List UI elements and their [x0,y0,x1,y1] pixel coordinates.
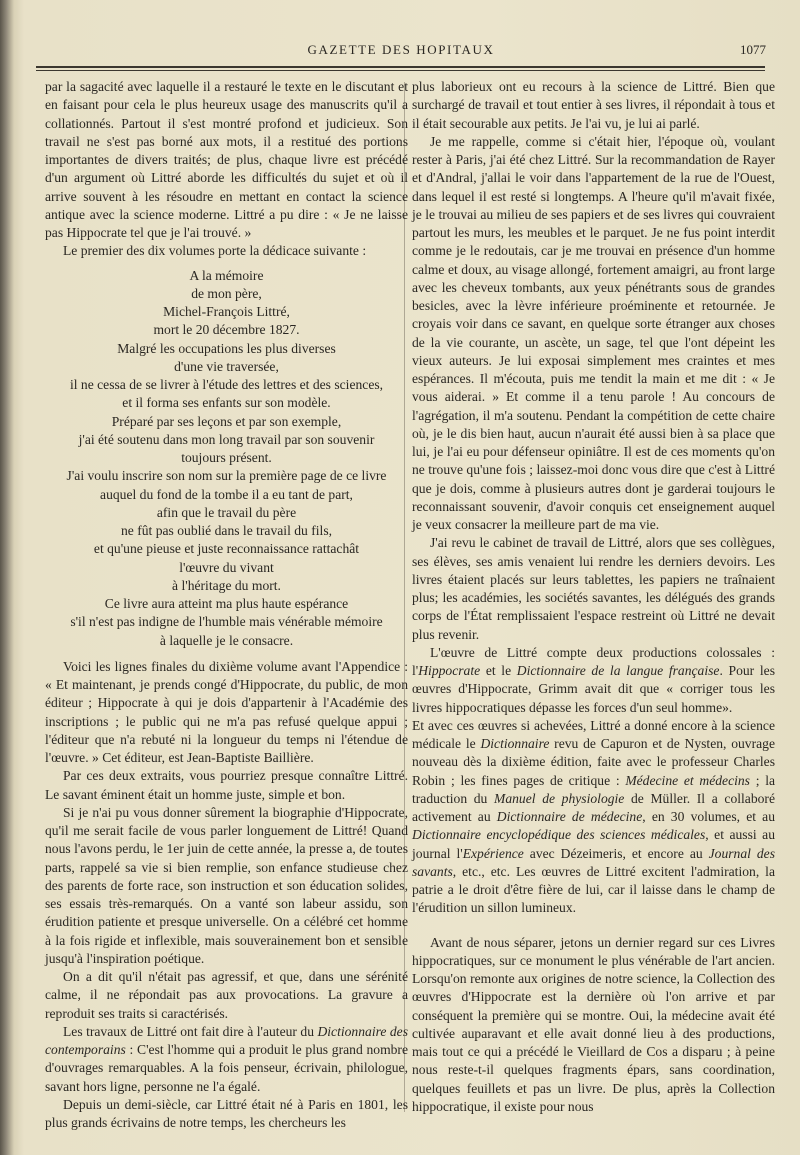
italic-title: Dictionnaire des contemporains [45,1023,408,1057]
dedication-line: mort le 20 décembre 1827. [153,322,300,338]
paragraph: par la sagacité avec laquelle il a restauré le texte en le discutant et en faisant pour cela le plus heureux usage des manuscrits qu'il a collationnés. Partout il s'est montré profond et judicieux. Son travail ne s'est pas borné aux mots, il a restitué des portions importantes de divers traités; de plus, chaque livre est précédé d'un argument où Littré aborde les difficultés du sujet et où il arrive souvent à les résoudre en mettant en contact la science antique avec la science moderne. Littré a pu dire : « Je ne laisse pas Hippocrate tel que je l'ai trouvé. » [45,79,408,240]
paragraph: On a dit qu'il n'était pas agressif, et que, dans une sérénité calme, il ne répondait pas aux provocations. La gravure a reproduit ses traits si caractérisés. [45,969,408,1021]
italic-title: Hippocrate [418,663,481,678]
dedication-line: afin que le travail du père [156,504,297,520]
text-run: : C'est l'homme qui a produit le plus grand nombre d'ouvrages remarquables. A la fois penseur, écrivain, philologue, savant hors ligne, personne ne l'a égalé. [45,1042,408,1094]
text-run: Et avec ces œuvres si achevées, Littré a donné encore à la science médicale le [412,717,775,751]
dedication-line: et il forma ses enfants sur son modèle. [122,395,331,411]
italic-title: Dictionnaire [480,736,550,751]
page-header [36,42,766,62]
dedication-line: Michel-François Littré, [163,304,290,319]
text-run: et le [480,663,517,678]
paragraph: Par ces deux extraits, vous pourriez presque connaître Littré. Le savant éminent était un homme juste, simple et bon. [45,768,408,802]
paragraph: Depuis un demi-siècle, car Littré était né à Paris en 1801, les plus grands écrivains de notre temps, les chercheurs les [45,1096,408,1130]
italic-title: Dictionnaire encyclopédique des sciences médicales [412,827,706,843]
paragraph: Le premier des dix volumes porte la dédicace suivante : [63,243,367,259]
dedication-line: à laquelle je le consacre. [159,632,294,648]
italic-title: Journal des savants [412,845,775,879]
italic-title: Manuel de physiologie [494,790,625,806]
paragraph: Si je n'ai pu vous donner sûrement la biographie d'Hippocrate, qu'il me serait facile de vous parler longuement de Littré! Quand nous l'avons perdu, le 1er juin de cette année, la presse a, de toutes parts, rappelé sa vie si bien remplie, son enfance studieuse chez des parents de forte race, son instruction et son éducation solides, ses essais très-remarqués. On a vanté son labeur assidu, son érudition patiente et presque universelle. On a célébré cet homme à la fois rigide et inflexible, mais souverainement bon et sensible jusqu'à l'inspiration poétique. [45,804,408,966]
paragraph: Je me rappelle, comme si c'était hier, l'époque où, voulant rester à Paris, j'ai été chez Littré. Sur la recommandation de Rayer et d'Andral, j'allai le voir dans l'appartement de la rue de l'Ouest, dans lequel il est resté si longtemps. A l'heure qu'il m'avait fixée, je le trouvai au milieu de ses papiers et de ses livres qui couvraient partout les murs, les meubles et le parquet. Je ne fus point interdit comme je le redoutais, car je me trouvai en présence d'un homme calme et doux, au visage allongé, fortement amaigri, au front large avec les cheveux tombants, aux yeux pénétrants sous de grandes besicles, avec la lèvre inférieure proéminente et retournée. Je croyais voir dans ce savant, en quelque sorte étranger aux choses de la vie courante, un ascète, un sage, tel que l'ont dépeint les vieux auteurs. Je lui exposai simplement mes craintes et mes espérances. Il m'écouta, puis me tendit la main et me dit : « Je vous aiderai. » Et comme il a tenu parole ! Au concours de l'agrégation, il m'a soutenu. Pendant la compétition de cette chaire où, je le dis bien haut, aucun n'aurait été aussi bien à sa place que lui, je l'ai eu pour défenseur opiniâtre. Il est de ces moments qu'on ne trouve qu'une fois ; laissez-moi donc vous dire que c'est à Littré que je dois, comme à plusieurs autres dont je garderai toujours le reconnaissant souvenir, d'avoir conquis cet enseignement auquel je veux consacrer la meilleure part de ma vie. [412,133,775,532]
header-rule-thick [36,66,765,68]
text-run: , en 30 volumes, et au [642,809,775,824]
italic-title: Médecine et médecins [625,772,750,788]
right-column [412,78,775,1116]
header-rule-thin [36,70,765,71]
paragraph [412,644,775,717]
dedication-line: toujours présent. [181,450,272,465]
dedication-line: J'ai voulu inscrire son nom sur la première page de ce livre [66,468,387,484]
text-run: de Müller. Il a collaboré activement au [412,790,775,824]
paragraph [45,1023,408,1096]
dedication-line: à l'héritage du mort. [172,577,281,593]
dedication-line: auquel du fond de la tombe il a eu tant de part, [100,486,353,502]
section-gap [412,918,775,934]
italic-title: Expérience [462,845,524,861]
dedication-line: Préparé par ses leçons et par son exemple, [111,413,342,429]
text-run: . Pour les œuvres d'Hippocrate, Grimm avait dit que « corriger tous les livres hippocratiques dépasse les forces d'un seul homme». [412,663,775,715]
dedication-line: Malgré les occupations les plus diverses [117,340,336,356]
dedication-line: Ce livre aura atteint ma plus haute espérance [104,596,349,611]
dedication-line: de mon père, [191,285,262,301]
paragraph: plus laborieux ont eu recours à la science de Littré. Bien que surchargé de travail et tout entier à ses livres, il répondait à tous et il était secourable aux petits. Je l'ai vu, je lui ai parlé. [412,79,775,131]
italic-title: Dictionnaire de la langue française [516,663,720,678]
dedication-line: j'ai été soutenu dans mon long travail par son souvenir [78,431,375,447]
paragraph [412,717,775,918]
text-run: L'œuvre de Littré compte deux productions colossales : l' [412,644,775,678]
text-run: ; la traduction du [412,772,775,806]
text-run: revu de Capuron et de Nysten, ouvrage nouveau dès la dixième édition, faite avec le professeur Charles Robin ; les fines pages de critique : [412,736,776,788]
text-run: avec Dézeimeris, et encore au [523,845,709,861]
italic-title: Dictionnaire de médecine [496,809,643,824]
dedication-line: il ne cessa de se livrer à l'étude des lettres et des sciences, [69,377,384,392]
dedication-line: et qu'une pieuse et juste reconnaissance rattachât [93,541,360,557]
dedication-line: A la mémoire [189,267,264,283]
left-column [45,78,408,1132]
page-number: 1077 [740,42,766,57]
text-run: Les travaux de Littré ont fait dire à l'auteur du [63,1023,318,1039]
text-run: , etc., etc. Les œuvres de Littré excitent l'admiration, la patrie a le droit d'être fière de lui, car il laisse dans le champ de l'érudition un sillon lumineux. [412,863,775,916]
dedication [45,267,408,650]
dedication-line: ne fût pas oublié dans le travail du fils, [120,523,333,538]
dedication-line: s'il n'est pas indigne de l'humble mais vénérable mémoire [70,614,383,630]
paragraph: Avant de nous séparer, jetons un dernier regard sur ces Livres hippocratiques, sur ce monument le plus vénérable de l'art ancien. Lorsqu'on remonte aux origines de notre science, la Collection des œuvres d'Hippocrate est la dernière où l'on arrive et par conséquent la première qui se montre. Oui, la médecine avait été cultivée auparavant et elle avait donné lieu à des productions, mais tout ce qui a précédé le Vieillard de Cos a disparu ; à peine nous reste-t-il quelques fragments épars, sans coordination, quelques feuillets et pas un livre. De plus, après la Collection hippocratique, il existe pour nous [412,934,775,1114]
running-title: GAZETTE DES HOPITAUX [307,42,495,57]
paragraph: Voici les lignes finales du dixième volume avant l'Appendice : « Et maintenant, je prends congé d'Hippocrate, du public, de mon éditeur ; Hippocrate à qui je dois d'appartenir à l'Académie des inscriptions ; le public qui ne m'a pas refusé quelque appui ; l'éditeur que n'a rebuté ni la longueur du temps ni l'étendue de l'œuvre. » Cet éditeur, est Jean-Baptiste Baillière. [45,658,408,765]
dedication-line: d'une vie traversée, [174,358,279,374]
dedication-line: l'œuvre du vivant [179,559,274,575]
paragraph: J'ai revu le cabinet de travail de Littré, alors que ses collègues, ses élèves, ses amis venaient lui rendre les derniers devoirs. Les livres étaient placés sur leurs tablettes, les papiers ne traînaient plus; les académies, les sociétés savantes, les délégués des grands corps de l'État remplissaient l'espace restreint où Littré ne devait plus revenir. [412,535,775,642]
text-run: , et aussi au journal l' [412,827,775,861]
